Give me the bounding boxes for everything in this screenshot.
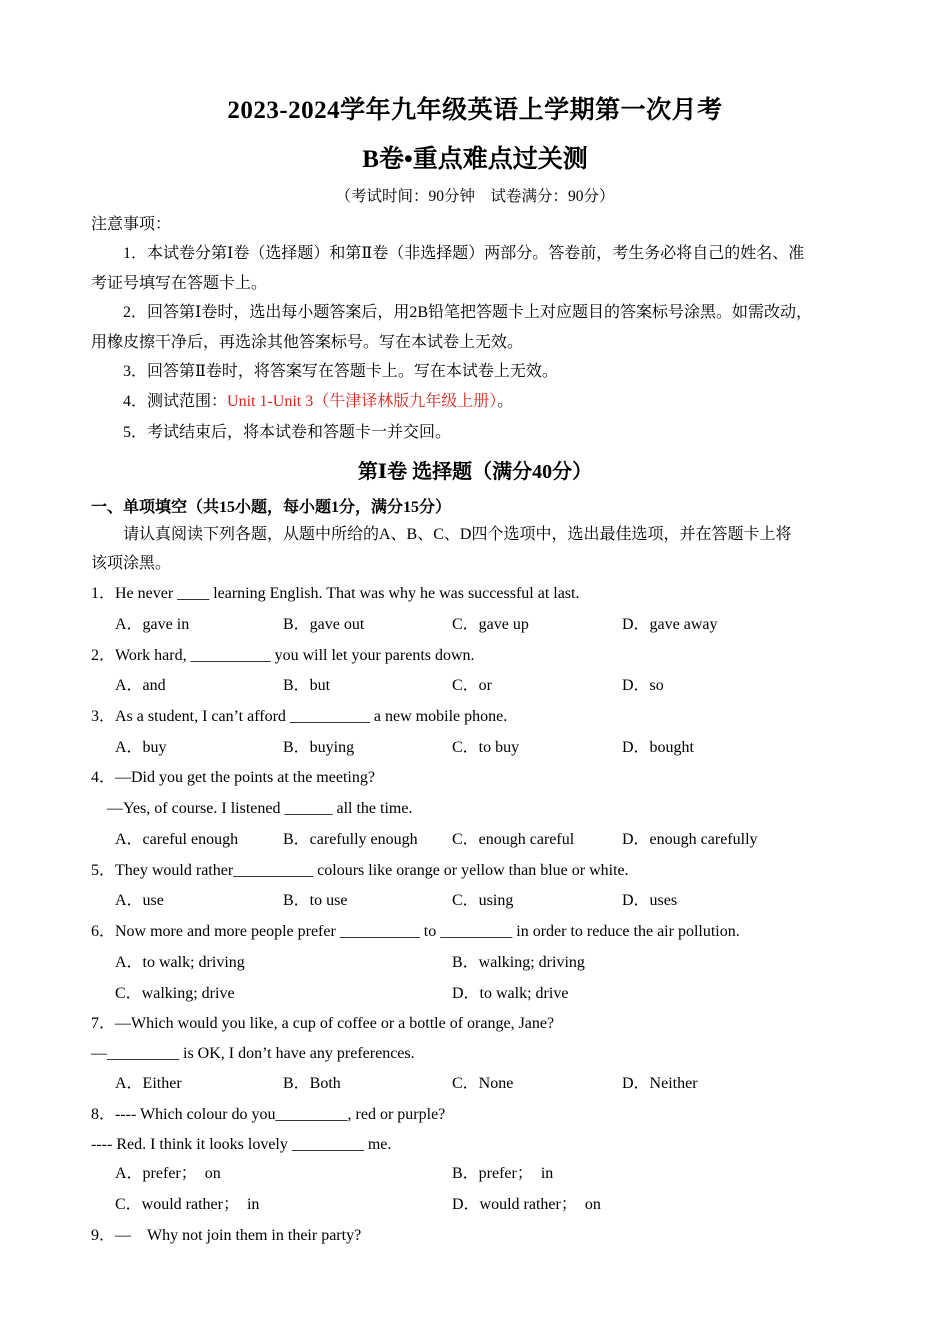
- q5-option-c: C．using: [452, 892, 514, 909]
- exam-info: （考试时间：90分钟 试卷满分：90分）: [335, 188, 615, 205]
- question-4-reply: —Yes, of course. I listened ______ all the time.: [107, 800, 413, 817]
- q1-option-c: C．gave up: [452, 616, 529, 633]
- notice-item-4: [123, 391, 513, 413]
- q2-option-b: B．but: [283, 677, 331, 694]
- q4-option-d: D．enough carefully: [622, 831, 758, 848]
- q6-option-b: B．walking; driving: [452, 954, 585, 971]
- question-7-reply: —_________ is OK, I don’t have any preferences.: [91, 1045, 415, 1062]
- q8-option-c: C．would rather； in: [115, 1196, 260, 1213]
- q4-option-a: A．careful enough: [115, 831, 239, 848]
- instruction-cont: 该项涂黑。: [91, 555, 172, 572]
- notice-item-4-suffix: 。: [497, 393, 514, 410]
- exam-subtitle: B卷•重点难点过关测: [362, 146, 588, 173]
- question-7: 7．—Which would you like, a cup of coffee or a bottle of orange, Jane?: [91, 1015, 555, 1032]
- q7-option-a: A．Either: [115, 1075, 182, 1092]
- notice-heading: 注意事项：: [91, 216, 172, 233]
- question-8: 8．---- Which colour do you_________, red or purple?: [91, 1106, 446, 1123]
- q7-option-c: C．None: [452, 1075, 514, 1092]
- q5-option-b: B．to use: [283, 892, 348, 909]
- q4-option-b: B．carefully enough: [283, 831, 418, 848]
- test-range: Unit 1-Unit 3（牛津译林版九年级上册）: [227, 393, 498, 410]
- notice-item-2-cont: 用橡皮擦干净后，再选涂其他答案标号。写在本试卷上无效。: [91, 334, 524, 351]
- q6-option-c: C．walking; drive: [115, 985, 235, 1002]
- question-5: 5．They would rather__________ colours like orange or yellow than blue or white.: [91, 862, 629, 879]
- part-title: 一、单项填空（共15小题，每小题1分，满分15分）: [91, 499, 452, 516]
- q2-option-d: D．so: [622, 677, 664, 694]
- q5-option-a: A．use: [115, 892, 164, 909]
- q6-option-d: D．to walk; drive: [452, 985, 569, 1002]
- q7-option-d: D．Neither: [622, 1075, 698, 1092]
- q6-option-a: A．to walk; driving: [115, 954, 245, 971]
- question-8-reply: ---- Red. I think it looks lovely _________ me.: [91, 1136, 392, 1153]
- q3-option-b: B．buying: [283, 739, 355, 756]
- q3-option-a: A．buy: [115, 739, 167, 756]
- q8-option-d: D．would rather； on: [452, 1196, 601, 1213]
- notice-item-2: 2．回答第Ⅰ卷时，选出每小题答案后，用2B铅笔把答题卡上对应题目的答案标号涂黑。如需改动，: [123, 304, 812, 321]
- question-1: 1．He never ____ learning English. That was why he was successful at last.: [91, 585, 580, 602]
- q3-option-d: D．bought: [622, 739, 695, 756]
- question-2: 2．Work hard, __________ you will let your parents down.: [91, 647, 475, 664]
- question-6: 6．Now more and more people prefer __________ to _________ in order to reduce the air pollution.: [91, 923, 740, 940]
- notice-item-4-prefix: 4．测试范围：: [123, 393, 228, 410]
- exam-title: 2023-2024学年九年级英语上学期第一次月考: [227, 97, 723, 124]
- q2-option-c: C．or: [452, 677, 493, 694]
- notice-item-1: 1．本试卷分第Ⅰ卷（选择题）和第Ⅱ卷（非选择题）两部分。答卷前，考生务必将自己的姓名、准: [123, 245, 805, 262]
- q8-option-a: A．prefer； on: [115, 1165, 221, 1182]
- question-3: 3．As a student, I can’t afford __________ a new mobile phone.: [91, 708, 508, 725]
- notice-item-1-cont: 考证号填写在答题卡上。: [91, 275, 268, 292]
- q5-option-d: D．uses: [622, 892, 678, 909]
- section-title: 第Ⅰ卷 选择题（满分40分）: [357, 461, 593, 483]
- q3-option-c: C．to buy: [452, 739, 520, 756]
- q2-option-a: A．and: [115, 677, 166, 694]
- q7-option-b: B．Both: [283, 1075, 341, 1092]
- q1-option-d: D．gave away: [622, 616, 718, 633]
- notice-item-3: 3．回答第Ⅱ卷时，将答案写在答题卡上。写在本试卷上无效。: [123, 363, 558, 380]
- q4-option-c: C．enough careful: [452, 831, 575, 848]
- question-4: 4．—Did you get the points at the meeting?: [91, 769, 375, 786]
- notice-item-5: 5．考试结束后，将本试卷和答题卡一并交回。: [123, 424, 452, 441]
- q1-option-b: B．gave out: [283, 616, 365, 633]
- question-9: 9．— Why not join them in their party?: [91, 1227, 362, 1244]
- instruction: 请认真阅读下列各题，从题中所给的A、B、C、D四个选项中，选出最佳选项，并在答题卡上将: [123, 526, 792, 543]
- q1-option-a: A．gave in: [115, 616, 190, 633]
- q8-option-b: B．prefer； in: [452, 1165, 554, 1182]
